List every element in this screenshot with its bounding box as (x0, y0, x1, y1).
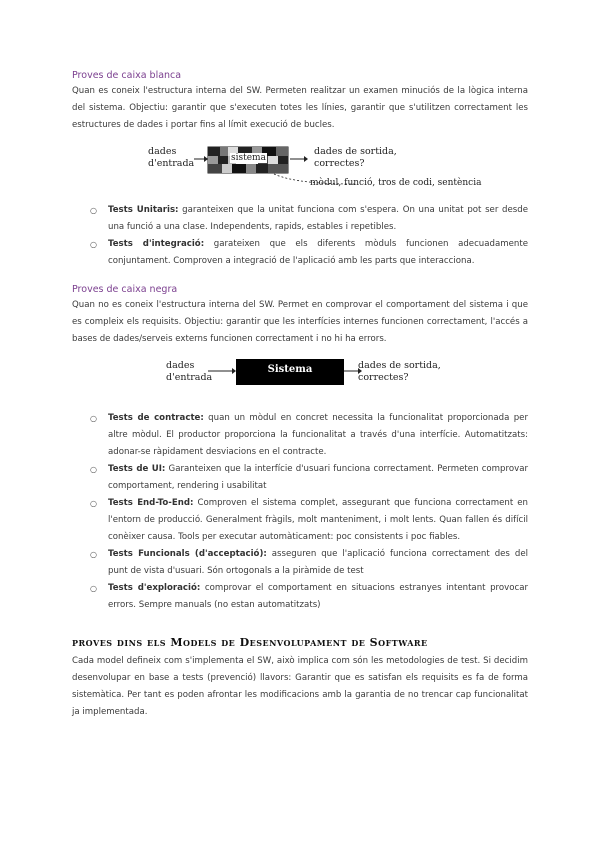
list-item: ○ Tests d'integració: garateixen que els diferents mòduls funcionen adecuadamente conjuntament. Comproven a integració de l'aplicació amb les parts que interacciona. (90, 239, 528, 266)
blackbox-heading: Proves de caixa negra (72, 284, 178, 295)
blackbox-list (72, 410, 528, 614)
list-item: ○ Tests de UI: Garanteixen que la interfície d'usuari funciona correctament. Permeten comprovar comportament, rendering i usabilitat (90, 464, 528, 491)
diagram-output-label: dades de sortida, correctes? (358, 360, 441, 383)
whitebox-list (72, 202, 528, 270)
list-item: ○ Tests de contracte: quan un mòdul en concret necessita la funcionalitat proporcionada per altre mòdul. El productor proporciona la funcionalitat a través d'una interfície. Automatitzats: adonar-se ràpidament desviacions en el contracte. (90, 413, 528, 457)
whitebox-intro: Quan es coneix l'estructura interna del SW. Permeten realitzar un examen minuciós de la lògica interna del sistema. Objectiu: garantir que s'executen totes les línies, garantir que s'utilitzen correctament les estructures de dades i portar fins al límit execució de bucles. (72, 86, 528, 130)
blackbox-box-label: Sistema (267, 364, 313, 375)
whitebox-heading: Proves de caixa blanca (72, 70, 182, 81)
blackbox-intro: Quan no es coneix l'estructura interna del SW. Permet en comprovar el comportament del sistema i que es compleix els requisits. Objectiu: garantir que les interfícies internes funcionen correctament, l'accés a bases de dades/serveis externs funcionen correctament i no hi ha errors. (72, 300, 528, 344)
list-item: ○ Tests Funcionals (d'acceptació): asseguren que l'aplicació funciona correctament des del punt de vista d'usuari. Són ortogonals a la piràmide de test (90, 549, 528, 576)
list-item: ○ Tests End-To-End: Comproven el sistema complet, assegurant que funciona correctament en l'entorn de producció. Generalment fràgils, molt manteniment, i molt lents. Quan fallen és difícil conèixer causa. Tools per executar automàticament: poc consistents i poc fiables. (90, 498, 528, 542)
diagram-arrowhead-out (304, 156, 308, 162)
document-page (72, 70, 528, 721)
diagram-input-label: dades d'entrada (148, 146, 195, 169)
diagram-output-label: dades de sortida, correctes? (314, 146, 397, 169)
models-body: Cada model defineix com s'implementa el SW, això implica com són les metodologies de test. Si decidim desenvolupar en base a tests (prevenció) llavors: Garantir que es satisfan els requisits es fa de forma sistemàtica. Per tant es poden afrontar les modificacions amb la garantia de no trencar cap funcionalitat ja implementada. (72, 656, 528, 717)
whitebox-diagram (72, 144, 528, 190)
models-heading: proves dins els Models de Desenvolupament de Software (72, 636, 428, 649)
whitebox-note: mòdul, funció, tros de codi, sentència (310, 178, 482, 188)
diagram-input-label: dades d'entrada (166, 360, 213, 383)
whitebox-box-label: sistema (231, 153, 266, 163)
list-item: ○ Tests Unitaris: garanteixen que la unitat funciona com s'espera. On una unitat pot ser desde una funció a una clase. Independents, rapids, estables i repetibles. (90, 205, 528, 232)
blackbox-diagram (72, 358, 528, 394)
diagram-arrowhead-in (204, 156, 208, 162)
list-item: ○ Tests d'exploració: comprovar el comportament en situacions estranyes intentant provocar errors. Sempre manuals (no estan automatitzats) (90, 583, 529, 610)
